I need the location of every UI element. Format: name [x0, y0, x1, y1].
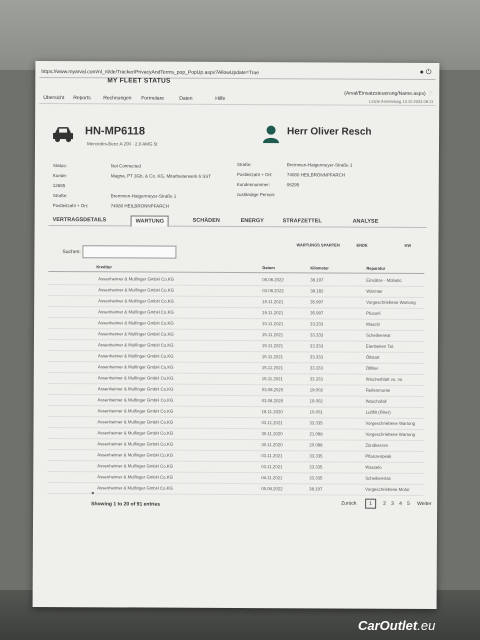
tab-wartung[interactable]: WARTUNG — [131, 215, 169, 226]
cell-datum: 03.08.2022 — [262, 288, 284, 294]
cell-datum: 10.11.2021 — [262, 321, 284, 327]
cell-kreditor: Assenheimer & Mulfinger GmbH Co.KG — [98, 309, 174, 315]
cell-reparatur: Vorgeschriebene Wartung — [365, 431, 416, 437]
cell-datum: 15.11.2021 — [261, 343, 284, 349]
nav-item-reports[interactable]: Reports — [73, 95, 91, 102]
detail-value-status: Not Connected — [110, 163, 141, 169]
cell-kreditor: Assenheimer & Mulfinger GmbH Co.KG — [98, 320, 174, 326]
vehicle-model: Mercedes-Benz A 200 · 2.0 AMG 5t — [86, 141, 158, 147]
detail-label-status: Status: — [52, 163, 67, 169]
column-header-datum[interactable]: Datum — [262, 265, 275, 271]
nav-item-hilfe[interactable]: Hilfe — [215, 95, 226, 102]
cell-kreditor: Assenheimer & Mulfinger GmbH Co.KG — [97, 386, 174, 392]
cell-reparatur: Elenbeiten Tal. — [365, 343, 395, 349]
nav-item-formulare[interactable]: Formulare — [141, 95, 165, 102]
main-nav — [39, 87, 435, 106]
filter-header-kw[interactable]: KW — [404, 242, 412, 248]
printed-page — [33, 61, 440, 609]
tab-energy[interactable]: ENERGY — [240, 218, 264, 225]
cell-kilometer: 33.333 — [310, 321, 324, 327]
cell-kreditor: Assenheimer & Mulfinger GmbH Co.KG — [97, 408, 174, 414]
detail-label-strasse: Straße: — [52, 193, 68, 199]
cell-datum: 30.11.2020 — [261, 431, 283, 437]
cell-kreditor: Assenheimer & Mulfinger GmbH Co.KG — [97, 342, 174, 348]
cell-reparatur: Zündkerzen — [365, 442, 389, 448]
cell-datum: 15.11.2021 — [261, 365, 284, 371]
person-icon — [263, 125, 279, 148]
detail-value-strasse: Bremmen-Haigermeyer-Straße 1 — [110, 193, 177, 199]
cell-kilometer: 21.088 — [309, 431, 323, 437]
column-header-reparatur[interactable]: Reparatur — [366, 265, 386, 271]
watermark-brand: CarOutlet — [358, 618, 418, 633]
car-icon — [51, 125, 75, 148]
cell-kilometer: 33.335 — [309, 475, 323, 481]
cell-kilometer: 33.335 — [309, 453, 323, 459]
url-text: https://www.myarval.com/nl_nl/de/Tracker/PrivacyAndTerms_pop_PopUp.aspx?AllowUpdate=True — [41, 68, 260, 77]
tab-vertragsdetails[interactable]: VERTRAGSDETAILS — [52, 217, 107, 224]
cell-reparatur: Reifenmunte — [365, 387, 391, 393]
cell-kreditor: Assenheimer & Mulfinger GmbH Co.KG — [97, 430, 174, 436]
cell-kilometer: 33.333 — [309, 365, 323, 371]
power-icon[interactable]: ⏻ — [425, 68, 432, 77]
cell-kreditor: Assenheimer & Mulfinger GmbH Co.KG — [97, 375, 174, 381]
cell-reparatur: Scheibenvlas — [365, 475, 391, 481]
cell-kreditor: Assenheimer & Mulfinger GmbH Co.KG — [97, 353, 174, 359]
cell-kilometer: 38.182 — [310, 288, 324, 294]
pagination-page-3[interactable]: 3 — [391, 500, 394, 507]
nav-item-uebersicht[interactable]: Übersicht — [43, 94, 65, 102]
browser-icons — [420, 69, 432, 77]
cell-reparatur: Scheibenwar — [365, 332, 391, 338]
search-label: Suchen: — [62, 249, 81, 256]
help-icon[interactable]: ❔ — [427, 90, 434, 98]
cell-kilometer: 35.997 — [310, 299, 324, 305]
detail-label-person: zuständige Person: — [236, 192, 276, 198]
nav-item-rechnungen[interactable]: Rechnungen — [103, 95, 132, 102]
column-header-kreditor[interactable]: Kreditor — [96, 264, 112, 270]
detail-label-kundennummer: Kundennummer: — [236, 182, 271, 188]
cell-datum: 19.11.2021 — [262, 299, 284, 305]
cell-kilometer: 33.333 — [309, 376, 323, 382]
owner-name: Herr Oliver Resch — [287, 126, 372, 138]
cell-kreditor: Assenheimer & Mulfinger GmbH Co.KG — [98, 287, 174, 293]
detail-value-strasse-right: Bremmen-Haigermeyer-Straße 1 — [286, 162, 353, 168]
cell-kilometer: 38.197 — [309, 486, 323, 492]
cell-datum: 30.11.2020 — [261, 442, 283, 448]
column-header-kilometer[interactable]: Kilometer — [310, 265, 329, 271]
detail-value-kundennummer: 06295 — [286, 182, 300, 188]
cell-datum: 19.11.2021 — [262, 310, 284, 316]
cell-kilometer: 33.335 — [309, 464, 323, 470]
cell-kilometer: 10.001 — [309, 409, 323, 415]
vehicle-plate: HN-MP6118 — [85, 125, 146, 138]
cell-kilometer: 19.002 — [309, 387, 323, 393]
cell-datum: 18.11.2020 — [261, 409, 283, 415]
cell-datum: 15.11.2021 — [261, 376, 283, 382]
cell-kreditor: Assenheimer & Mulfinger GmbH Co.KG — [97, 441, 174, 447]
user-menu[interactable] — [344, 91, 433, 104]
cell-kreditor: Assenheimer & Mulfinger GmbH Co.KG — [97, 331, 174, 337]
search-input[interactable] — [82, 245, 176, 258]
cell-reparatur: Waschi — [366, 321, 381, 327]
pagination-page-2[interactable]: 2 — [383, 500, 386, 507]
cell-reparatur: Wischerblatt vo. no — [365, 376, 403, 382]
cell-kreditor: Assenheimer & Mulfinger GmbH Co.KG — [97, 419, 174, 425]
user-icon[interactable]: ● — [419, 68, 424, 76]
detail-label-plz-right: Postleitzahl + Ort: — [236, 172, 273, 178]
scroll-left-arrow[interactable]: ◂ — [91, 490, 94, 497]
cell-kreditor: Assenheimer & Mulfinger GmbH Co.KG — [97, 364, 174, 370]
cell-reparatur: Öllstart — [365, 354, 380, 360]
pagination-prev[interactable]: Zurück — [341, 500, 357, 507]
detail-value-plz-right: 74080 HEILBRONNPFARCH — [286, 172, 346, 178]
detail-label-plz: Postleitzahl + Ort: — [52, 203, 89, 209]
nav-item-daten[interactable]: Daten — [179, 95, 193, 102]
last-login: Letzte Anmeldung 13.10.2023 09:11 — [369, 98, 434, 105]
cell-kilometer: 33.335 — [309, 420, 323, 426]
cell-kreditor: Assenheimer & Mulfinger GmbH Co.KG — [97, 474, 173, 480]
tab-bar — [49, 213, 427, 228]
cell-kreditor: Assenheimer & Mulfinger GmbH Co.KG — [97, 397, 174, 403]
cell-reparatur: Wärmter — [366, 288, 383, 294]
cell-reparatur: Ölfilter — [365, 365, 379, 371]
photo-background-top — [0, 0, 480, 70]
cell-datum: 03.11.2021 — [261, 420, 283, 426]
pagination-page-5[interactable]: 5 — [407, 500, 410, 507]
tab-analyse[interactable]: ANALYSE — [352, 218, 379, 225]
table-info: Showing 1 to 20 of 91 entries — [91, 501, 161, 508]
cell-kilometer: 20.088 — [309, 442, 323, 448]
cell-kilometer: 19.002 — [309, 398, 323, 404]
cell-reparatur: Pfusorli — [366, 310, 381, 316]
cell-reparatur: Einsätze - Mobatic — [366, 277, 402, 283]
detail-value-kunde: Magna, PT 3Gb, & Co. KG, Mitarbeiterwerk 6 SST — [110, 173, 212, 179]
watermark-logo — [358, 618, 435, 633]
cell-kreditor: Assenheimer & Mulfinger GmbH Co.KG — [97, 463, 174, 469]
tab-strafzettel[interactable]: STRAFZETTEL — [282, 218, 322, 225]
cell-kilometer: 35.997 — [310, 310, 324, 316]
cell-kilometer: 33.333 — [309, 343, 324, 349]
cell-datum: 05.08.2022 — [261, 486, 283, 492]
cell-datum: 03.11.2021 — [261, 453, 283, 459]
cell-reparatur: Vorgeschriebene Motor — [365, 486, 410, 492]
user-name: (Arval/Einsatzsteuerung/Name.aspx) — [344, 90, 426, 97]
cell-reparatur: Pflanzenpeak — [365, 453, 392, 459]
address-bar[interactable] — [39, 67, 435, 80]
cell-kilometer: 38.197 — [310, 277, 324, 283]
filter-header-wartungs-sparten[interactable]: WARTUNGS SPARTEN — [296, 242, 340, 248]
cell-kilometer: 33.333 — [309, 332, 324, 338]
tab-schaeden[interactable]: SCHÄDEN — [192, 217, 220, 224]
detail-label-strasse-right: Straße: — [236, 162, 252, 168]
cell-datum: 03.11.2021 — [261, 464, 283, 470]
cell-datum: 03.08.2020 — [261, 398, 284, 404]
cell-kreditor: Assenheimer & Mulfinger GmbH Co.KG — [98, 276, 175, 282]
cell-reparatur: Vorgeschriebene Wartung — [366, 299, 416, 305]
cell-kreditor: Assenheimer & Mulfinger GmbH Co.KG — [97, 452, 174, 458]
pagination-next[interactable]: Weiter — [417, 500, 432, 508]
app-title: MY FLEET STATUS — [107, 77, 171, 85]
detail-label-id: 12665 — [52, 183, 66, 189]
pagination-page-1[interactable]: 1 — [365, 499, 376, 509]
table-row[interactable] — [47, 482, 423, 496]
cell-reparatur: Wasselo — [365, 464, 382, 470]
detail-value-plz: 74080 HEILBRONNPFARCH — [110, 203, 169, 209]
filter-header-ende[interactable]: ENDE — [356, 242, 368, 248]
detail-label-kunde: Kunde: — [52, 173, 68, 179]
cell-kreditor: Assenheimer & Mulfinger GmbH Co.KG — [97, 485, 173, 491]
cell-datum: 03.08.2020 — [261, 387, 284, 393]
cell-kilometer: 33.333 — [309, 354, 324, 360]
cell-kreditor: Assenheimer & Mulfinger GmbH Co.KG — [98, 298, 174, 304]
cell-datum: 15.11.2021 — [261, 332, 284, 338]
cell-reparatur: Waschofall — [365, 398, 387, 404]
cell-datum: 04.11.2021 — [261, 475, 283, 481]
pagination-page-4[interactable]: 4 — [399, 500, 402, 507]
cell-reparatur: Vorgeschriebene Wartung — [365, 420, 416, 426]
watermark-tld: .eu — [417, 618, 436, 633]
cell-reparatur: Luftfilt (Filter) — [365, 409, 391, 415]
cell-datum: 15.11.2021 — [261, 354, 284, 360]
cell-datum: 05.08.2022 — [262, 277, 284, 283]
